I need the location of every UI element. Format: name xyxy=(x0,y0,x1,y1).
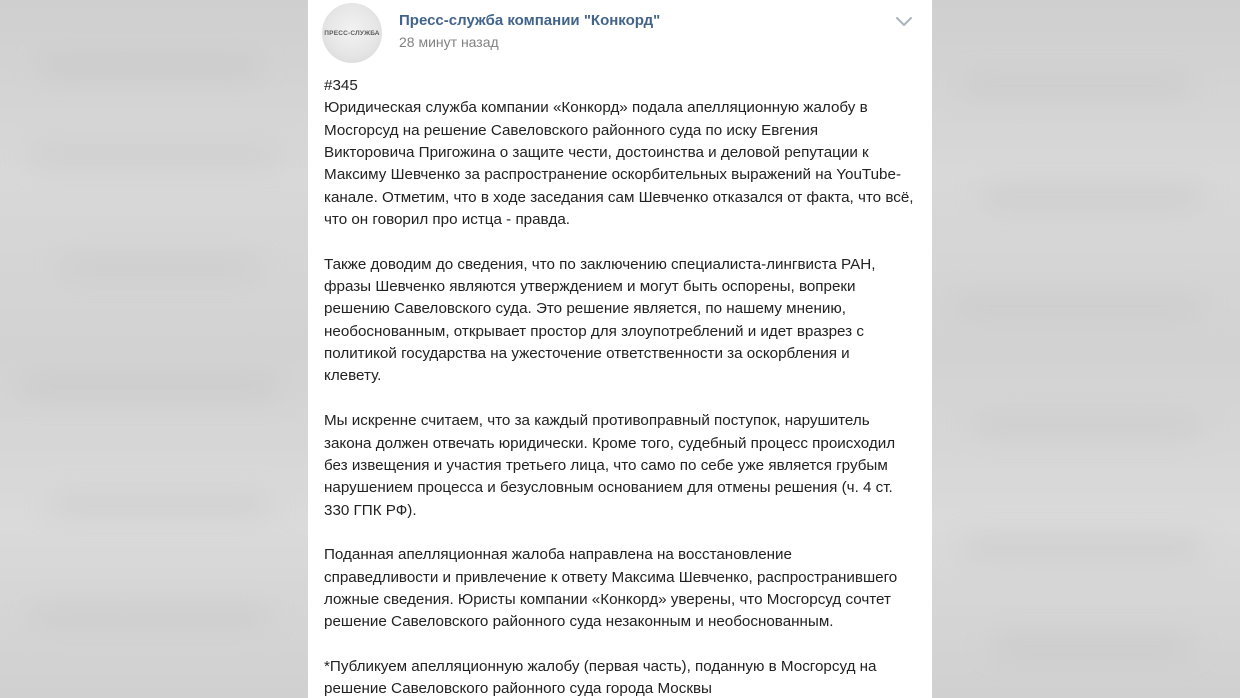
text-line: решению Савеловского суда. Это решение является, по нашему мнению, xyxy=(324,300,846,318)
blurred-backdrop-right xyxy=(932,0,1240,698)
text-line: ложные сведения. Юристы компании «Конкорд» уверены, что Мосгорсуд сочтет xyxy=(324,590,891,608)
text-line: необоснованным, открывает простор для злоупотреблений и идет вразрез с xyxy=(324,322,864,340)
avatar[interactable] xyxy=(322,3,382,63)
post-paragraph-4 xyxy=(324,544,920,633)
text-line: политикой государства на ужесточение ответственности за оскорбления и xyxy=(324,345,850,363)
text-line: фразы Шевченко являются утверждением и могут быть оспорены, вопреки xyxy=(324,278,856,296)
text-line: Юридическая служба компании «Конкорд» подала апелляционную жалобу в xyxy=(324,99,868,117)
post-paragraph-3 xyxy=(324,410,920,522)
text-line: решение Савеловского районного суда города Москвы xyxy=(324,680,712,698)
text-line: справедливости и привлечение к ответу Максима Шевченко, распространившего xyxy=(324,568,898,586)
text-line: нарушением процесса и безусловным основанием для отмены решения (ч. 4 ст. xyxy=(324,479,893,497)
blurred-backdrop-left xyxy=(0,0,308,698)
text-line: Поданная апелляционная жалоба направлена на восстановление xyxy=(324,546,792,564)
text-line: *Публикуем апелляционную жалобу (первая часть), поданную в Мосгорсуд на xyxy=(324,657,877,675)
post-paragraph-1 xyxy=(324,97,920,231)
post-paragraph-5 xyxy=(324,656,920,698)
text-line: Мы искренне считаем, что за каждый противоправный поступок, нарушитель xyxy=(324,412,870,430)
text-line: без извещения и участия третьего лица, что само по себе уже является грубым xyxy=(324,456,888,474)
text-line: что он говорил про истца - правда. xyxy=(324,211,570,229)
post-card xyxy=(308,0,932,698)
text-line: клевету. xyxy=(324,367,382,385)
post-paragraph-2 xyxy=(324,254,920,388)
text-line: Максиму Шевченко за распространение оскорбительных выражений на YouTube- xyxy=(324,166,902,184)
text-line: закона должен отвечать юридически. Кроме того, судебный процесс происходил xyxy=(324,434,896,452)
text-line: Также доводим до сведения, что по заключению специалиста-лингвиста РАН, xyxy=(324,255,876,273)
avatar-logo-text: ПРЕСС-СЛУЖБА xyxy=(324,29,380,37)
text-line: канале. Отметим, что в ходе заседания сам Шевченко отказался от факта, что всё, xyxy=(324,188,914,206)
post-menu-button[interactable] xyxy=(893,14,915,30)
text-line: Мосгорсуд на решение Савеловского районного суда по иску Евгения xyxy=(324,121,819,139)
text-line: 330 ГПК РФ). xyxy=(324,501,417,519)
post-text xyxy=(324,75,920,698)
hashtag-link[interactable]: #345 xyxy=(324,77,358,94)
text-line: Викторовича Пригожина о защите чести, достоинства и деловой репутации к xyxy=(324,144,869,162)
text-line: решение Савеловского районного суда незаконным и необоснованным. xyxy=(324,613,834,631)
chevron-down-icon xyxy=(893,14,915,30)
author-name-link[interactable]: Пресс-служба компании "Конкорд" xyxy=(399,12,661,29)
post-timestamp[interactable]: 28 минут назад xyxy=(399,34,499,50)
post-header xyxy=(308,0,932,70)
